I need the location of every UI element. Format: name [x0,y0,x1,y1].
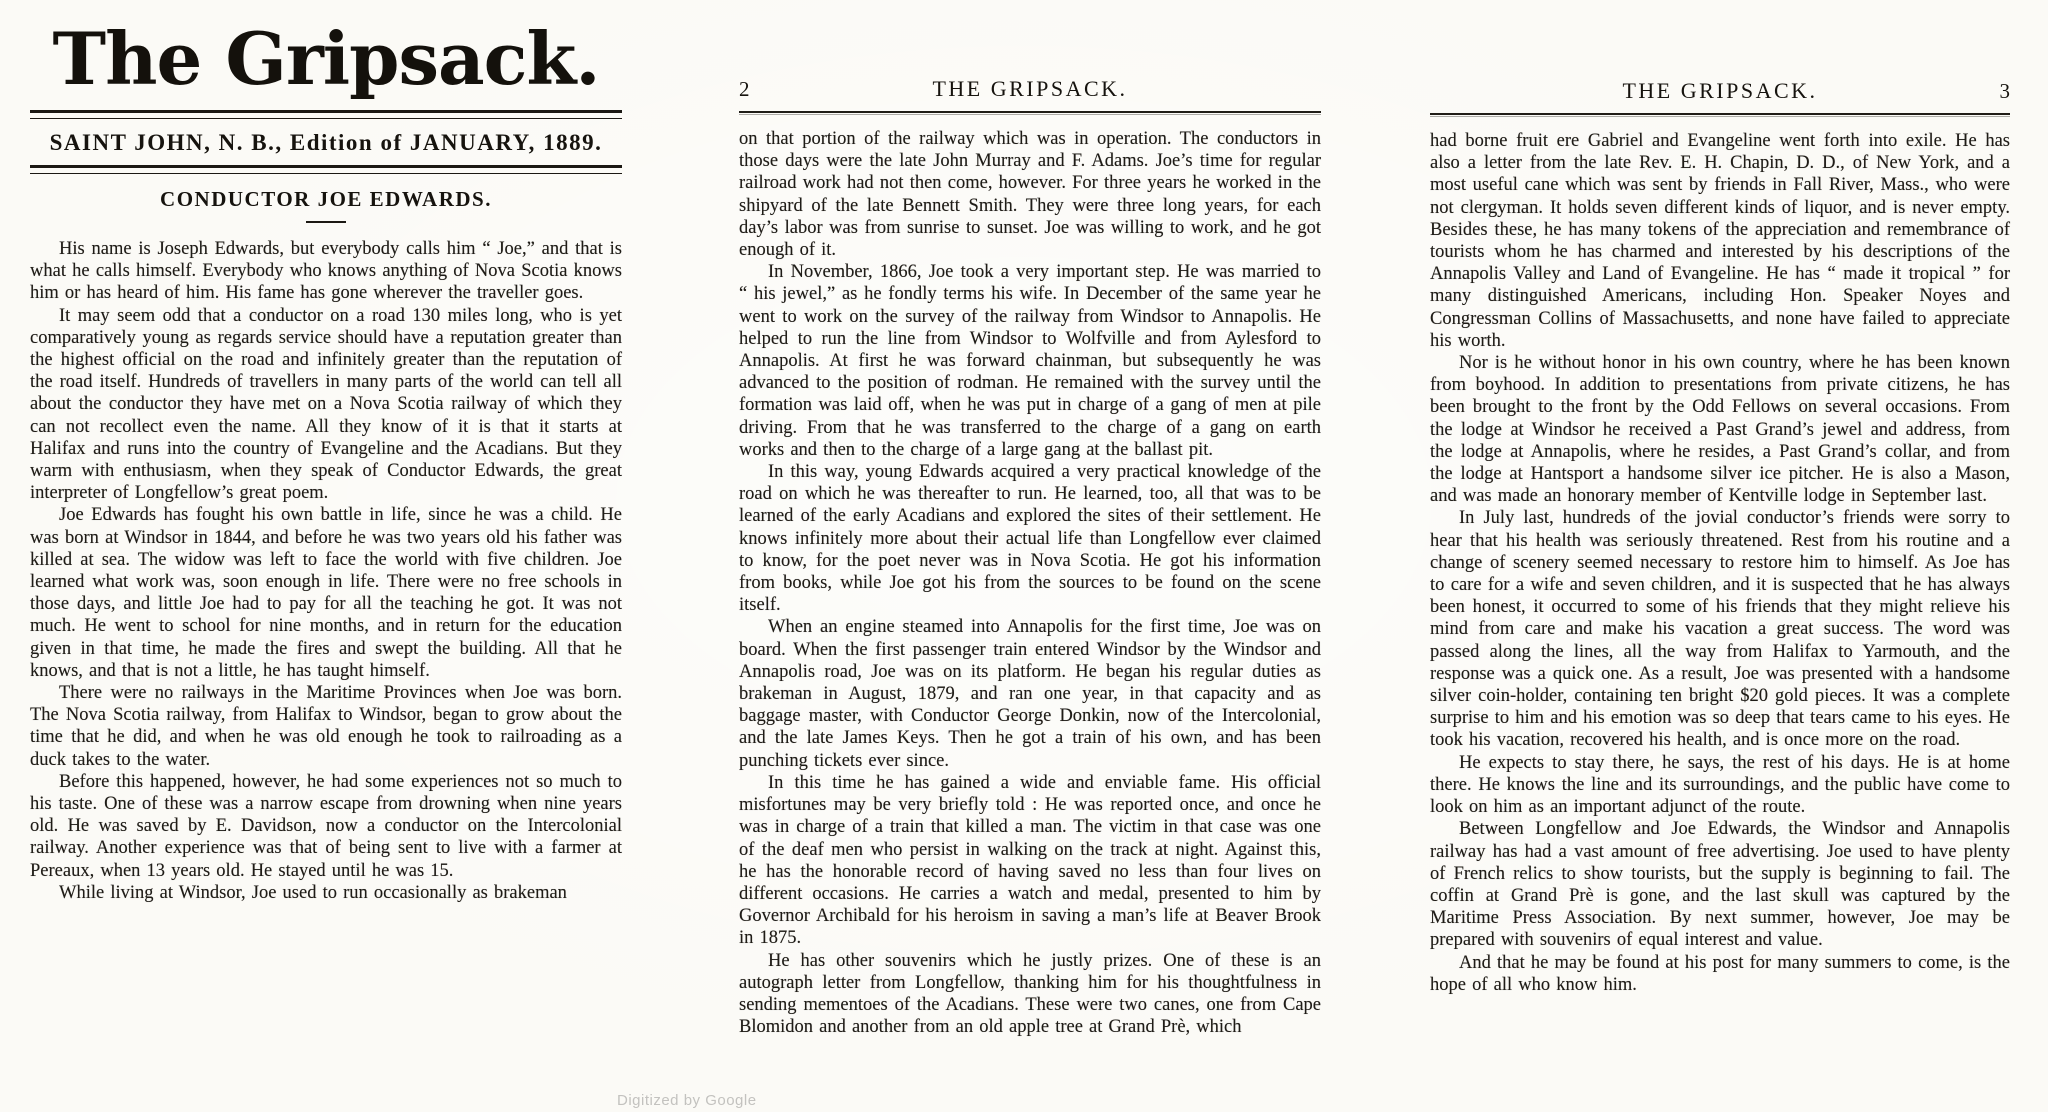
article-paragraph: Joe Edwards has fought his own battle in life, since he was a child. He was born at Windsor in 1844, and before he was two years old his father was killed at sea. The widow was left to face the world with five children. Joe learned what work was, soon enough in life. There were no free schools in those days, and little Joe had to pay for all the teaching he got. It was not much. He went to school for nine months, and in return for the education given in that time, he made the fires and swept the building. All that he knows, and that is not a little, he has taught himself. [30,505,622,681]
article-paragraph: He expects to stay there, he says, the rest of his days. He is at home there. He knows the line and its surroundings, and the public have come to look on him as an important adjunct of the route. [1430,752,2010,818]
page-2 [739,76,1321,1038]
article-paragraph: In July last, hundreds of the jovial conductor’s friends were sorry to hear that his health was seriously threatened. Rest from his routine and a change of scenery seemed necessary to restore him to himself. As Joe has to care for a wife and seven children, and it is suspected that he has always been honest, it occurred to some of his friends that they might relieve his mind from care and make his vacation a great success. The word was passed along the lines, all the way from Halifax to Yarmouth, and the response was a quick one. As a result, Joe was presented with a handsome silver coin-holder, containing ten bright $20 gold pieces. It was a complete surprise to him and his emotion was so deep that tears came to his eyes. He took his vacation, recovered his health, and is once more on the road. [1430,508,2010,751]
page-2-running-head [739,76,1321,102]
page-3-running-head [1430,78,2010,104]
article-paragraph: While living at Windsor, Joe used to run occasionally as brakeman [59,882,567,903]
article-paragraph: He has other souvenirs which he justly prizes. One of these is an autograph letter from Longfellow, thanking him for his thoughtfulness in sending mementoes of the Acadians. These were two canes, one from Cape Blomidon and another from an old apple tree at Grand Prè, which [739,950,1321,1038]
article-paragraph: Between Longfellow and Joe Edwards, the Windsor and Annapolis railway has had a vast amount of free advertising. Joe used to have plenty of French relics to show tourists, but the supply is beginning to fail. The coffin at Grand Prè is gone, and the last skull was captured by the Maritime Press Association. By next summer, however, Joe may be prepared with souvenirs of equal interest and value. [1430,819,2010,951]
page-3 [1430,78,2010,996]
article-paragraph: In this time he has gained a wide and enviable fame. His official misfortunes may be very briefly told : He was reported once, and once he was in charge of a train that killed a man. The victim in that case was one of the deaf men who persist in walking on the track at night. Against this, he has the honorable record of having saved no less than four lives on different occasions. He carries a watch and medal, presented to him by Governor Archibald for his heroism in saving a man’s life at Beaver Brook in 1875. [739,772,1321,949]
headline-divider [306,221,346,223]
running-title: THE GRIPSACK. [1622,78,1818,103]
article-paragraph: There were no railways in the Maritime Provinces when Joe was born. The Nova Scotia railway, from Halifax to Windsor, began to grow about the time that he did, and when he was old enough he took to railroading as a duck takes to the water. [30,683,622,770]
page-3-body [1430,130,2010,996]
page-number: 2 [739,77,750,101]
dateline-rule [30,165,622,174]
article-paragraph: had borne fruit ere Gabriel and Evangeline went forth into exile. He has also a letter from the late Rev. E. H. Chapin, D. D., of New York, and a most useful cane which was sent by friends in Fall River, Mass., who were not clergyman. It holds seven different kinds of liquor, and is never empty. Besides these, he has many tokens of the appreciation and remembrance of tourists whom he has charmed and interested by his descriptions of the Annapolis Valley and Land of Evangeline. He has “ made it tropical ” for many distinguished Americans, including Hon. Speaker Noyes and Congressman Collins of Massachusetts, and none have failed to appreciate his worth. [1430,131,2010,351]
running-title: THE GRIPSACK. [932,76,1128,101]
dateline: SAINT JOHN, N. B., Edition of JANUARY, 1889. [49,130,603,155]
page-number: 3 [1999,79,2010,103]
front-page [30,8,622,904]
article-paragraph: Before this happened, however, he had some experiences not so much to his taste. One of these was a narrow escape from drowning when nine years old. He was saved by E. Davidson, now a conductor on the Intercolonial railway. Another experience was that of being sent to live with a farmer at Pereaux, when 13 years old. He stayed until he was 15. [30,771,622,881]
page-2-body [739,128,1321,1038]
masthead-rule [30,110,622,119]
article-paragraph: And that he may be found at his post for many summers to come, is the hope of all who know him. [1430,952,2010,995]
front-page-body [30,238,622,904]
article-paragraph: In this way, young Edwards acquired a very practical knowledge of the road on which he was thereafter to run. He learned, too, all that was to be learned of the early Acadians and explored the sites of their settlement. He knows infinitely more about their actual life than Longfellow ever claimed to know, for the poet never was in Nova Scotia. He got his information from books, while Joe got his from the sources to be found on the scene itself. [739,462,1321,616]
article-paragraph: When an engine steamed into Annapolis for the first time, Joe was on board. When the first passenger train entered Windsor by the Windsor and Annapolis road, Joe was on its platform. He began his regular duties as brakeman in August, 1879, and ran one year, in that capacity and as baggage master, with Conductor George Donkin, now of the Intercolonial, and the late James Keys. Then he got a train of his own, and has been punching tickets ever since. [739,617,1321,771]
article-paragraph: His name is Joseph Edwards, but everybody calls him “ Joe,” and that is what he calls himself. Everybody who knows anything of Nova Scotia knows him or has heard of him. His fame has gone wherever the traveller goes. [30,239,622,304]
article-paragraph: Nor is he without honor in his own country, where he has been known from boyhood. In addition to presentations from private citizens, he has been brought to the front by the Odd Fellows on several occasions. From the lodge at Windsor he received a Past Grand’s jewel and address, from the lodge at Annapolis, where he resides, a Past Grand’s collar, and from the lodge at Hantsport a handsome silver ice pitcher. He is also a Mason, and was made an honorary member of Kentville lodge in September last. [1430,353,2010,507]
masthead-title: The Gripsack. [52,16,600,101]
header-rule [1430,113,2010,117]
header-rule [739,111,1321,115]
article-headline: CONDUCTOR JOE EDWARDS. [160,187,492,211]
article-paragraph: on that portion of the railway which was in operation. The conductors in those days were the late John Murray and F. Adams. Joe’s time for regular railroad work had not then come, however. For three years he worked in the shipyard of the late Bennett Smith. They were three long years, for each day’s labor was from sunrise to sunset. Joe was willing to work, and he got enough of it. [739,129,1321,261]
article-paragraph: In November, 1866, Joe took a very important step. He was married to “ his jewel,” as he fondly terms his wife. In December of the same year he went to work on the survey of the railway from Windsor to Annapolis. He helped to run the line from Windsor to Wolfville and from Aylesford to Annapolis. At first he was forward chainman, but subsequently he was advanced to the position of rodman. He remained with the survey until the formation was laid off, when he was put in charge of a gang of men at pile driving. From that he was transferred to the charge of a gang on earth works and then to the charge of a large gang at the ballast pit. [739,262,1321,460]
article-paragraph: It may seem odd that a conductor on a road 130 miles long, who is yet comparatively young as regards service should have a reputation greater than the highest official on the road and infinitely greater than the reputation of the road itself. Hundreds of travellers in many parts of the world can tell all about the conductor they have met on a Nova Scotia railway of which they can not recollect even the name. All they know of it is that it starts at Halifax and runs into the country of Evangeline and the Acadians. But they warm with enthusiasm, when they speak of Conductor Edwards, the great interpreter of Longfellow’s great poem. [30,305,622,504]
google-watermark: Digitized by Google [617,1092,757,1109]
